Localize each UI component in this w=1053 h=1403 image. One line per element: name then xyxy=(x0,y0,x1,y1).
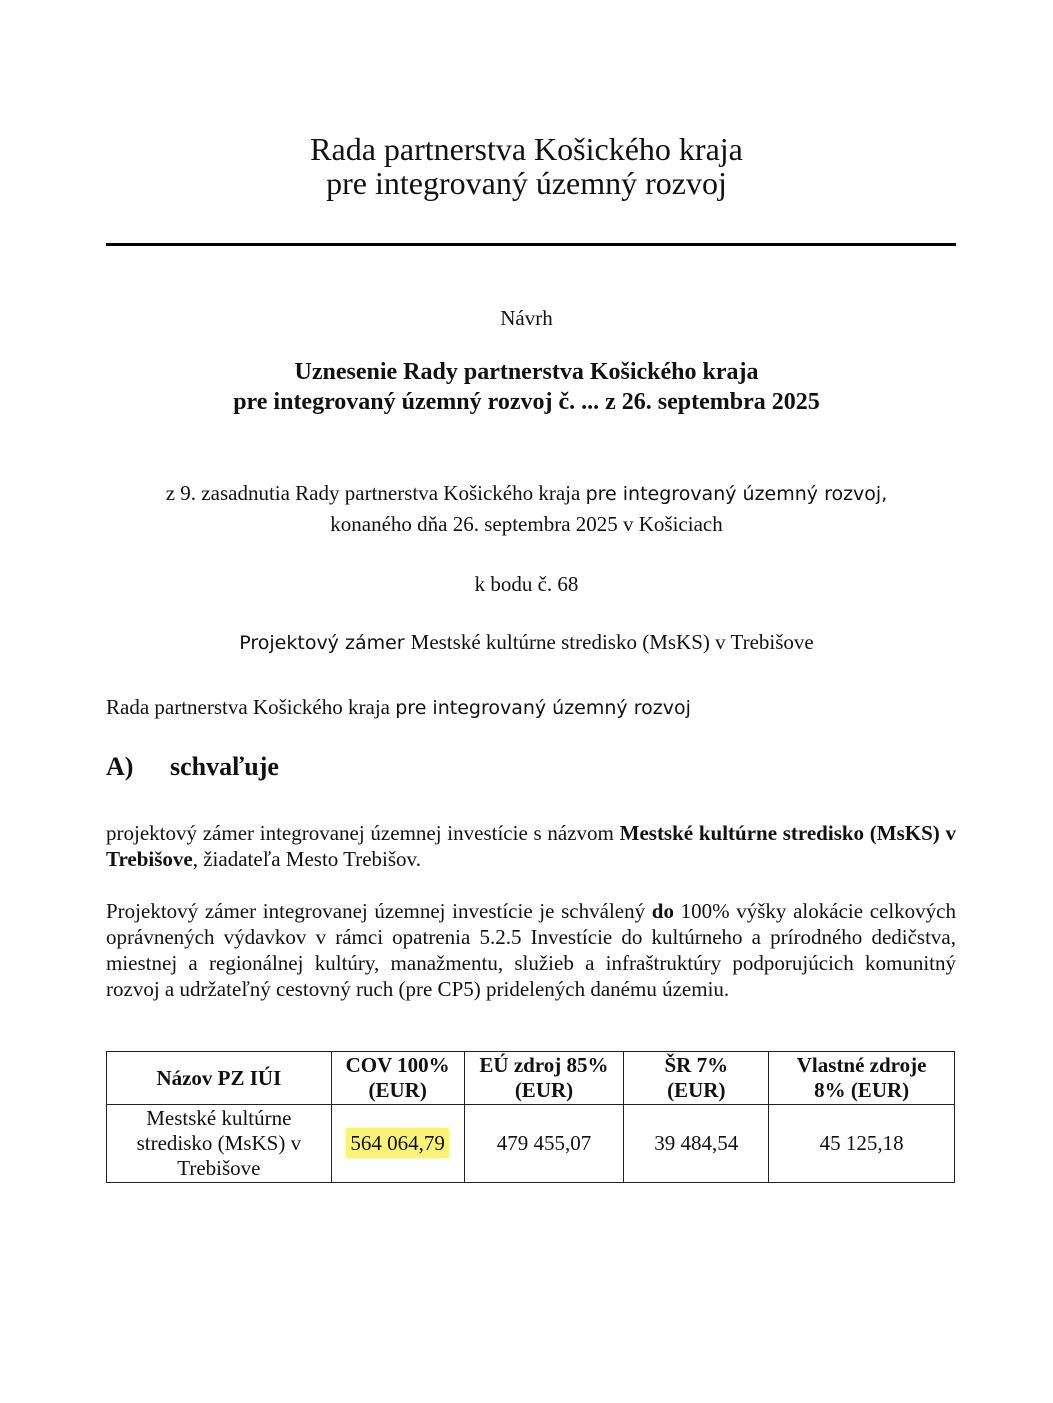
council-sans: pre integrovaný územný rozvoj xyxy=(395,697,691,719)
highlighted-value: 564 064,79 xyxy=(346,1128,449,1158)
header-text: COV 100% xyxy=(345,1053,450,1077)
paragraph-text: Projektový zámer integrovanej územnej investície je schválený xyxy=(106,899,652,923)
project-name: Mestské kultúrne stredisko (MsKS) v Trebišove xyxy=(410,630,814,654)
section-verb: schvaľuje xyxy=(170,752,279,781)
approval-paragraph xyxy=(106,820,956,872)
header-cov xyxy=(331,1052,464,1105)
header-text: (EUR) xyxy=(368,1078,427,1102)
meeting-info-line2: konaného dňa 26. septembra 2025 v Košiciach xyxy=(330,512,723,536)
cell-project-name: Mestské kultúrne stredisko (MsKS) v Trebišove xyxy=(107,1105,332,1183)
organization-title-line1: Rada partnerstva Košického kraja xyxy=(310,131,743,167)
bold-word: do xyxy=(651,899,674,923)
header-project-name xyxy=(107,1052,332,1105)
cell-sr: 39 484,54 xyxy=(624,1105,769,1183)
header-sr xyxy=(624,1052,769,1105)
table-row xyxy=(107,1105,955,1183)
header-divider xyxy=(106,243,956,246)
draft-label: Návrh xyxy=(500,306,553,330)
header-text: Názov PZ IÚI xyxy=(156,1065,282,1090)
header-text: 8% (EUR) xyxy=(814,1078,910,1102)
allocation-paragraph xyxy=(106,898,956,1002)
header-own xyxy=(769,1052,955,1105)
paragraph-text: 100% výšky alokácie celkových oprávnených výdavkov v rámci opatrenia 5.2.5 Investície do kultúrneho a prírodného dedičstva, miestnej a regionálnej kultúry, manažmentu, služieb a infraštruktúry podporujúcich komunitný rozvoj a udržateľný cestovný ruch (pre CP5) pridelených danému územiu. xyxy=(106,899,957,1001)
header-text: (EUR) xyxy=(667,1078,726,1102)
cell-own: 45 125,18 xyxy=(769,1105,955,1183)
paragraph-text: , žiadateľa Mesto Trebišov. xyxy=(192,847,421,871)
project-prefix: Projektový zámer xyxy=(239,632,411,654)
table-header-row xyxy=(107,1052,955,1105)
organization-title-line2: pre integrovaný územný rozvoj xyxy=(326,165,727,201)
project-name-bold: Mestské kultúrne stredisko (MsKS) v Trebišove xyxy=(106,821,957,871)
resolution-title xyxy=(0,357,1053,417)
header-text: Vlastné zdroje xyxy=(796,1053,927,1077)
paragraph-text: projektový zámer integrovanej územnej investície s názvom xyxy=(106,821,620,845)
cell-eu: 479 455,07 xyxy=(464,1105,624,1183)
header-text: (EUR) xyxy=(514,1078,574,1102)
meeting-info xyxy=(0,478,1053,539)
section-letter: A) xyxy=(106,752,134,781)
council-serif: Rada partnerstva Košického kraja xyxy=(106,695,396,719)
council-line xyxy=(106,695,956,720)
agenda-item: k bodu č. 68 xyxy=(474,572,579,596)
organization-title xyxy=(0,132,1053,200)
budget-table xyxy=(106,1051,955,1183)
resolution-title-line2: pre integrovaný územný rozvoj č. ... z 26. septembra 2025 xyxy=(233,389,820,415)
section-heading xyxy=(106,752,956,782)
header-eu xyxy=(464,1052,624,1105)
header-text: EÚ zdroj 85% xyxy=(479,1053,609,1077)
meeting-info-serif: z 9. zasadnutia Rady partnerstva Košického kraja xyxy=(165,481,586,505)
header-text: ŠR 7% xyxy=(664,1053,729,1077)
project-title xyxy=(0,630,1053,655)
meeting-info-sans: pre integrovaný územný rozvoj, xyxy=(585,483,888,505)
meeting-info-line1 xyxy=(0,478,1053,509)
cell-cov xyxy=(331,1105,464,1183)
resolution-title-line1: Uznesenie Rady partnerstva Košického kraja xyxy=(294,359,759,385)
